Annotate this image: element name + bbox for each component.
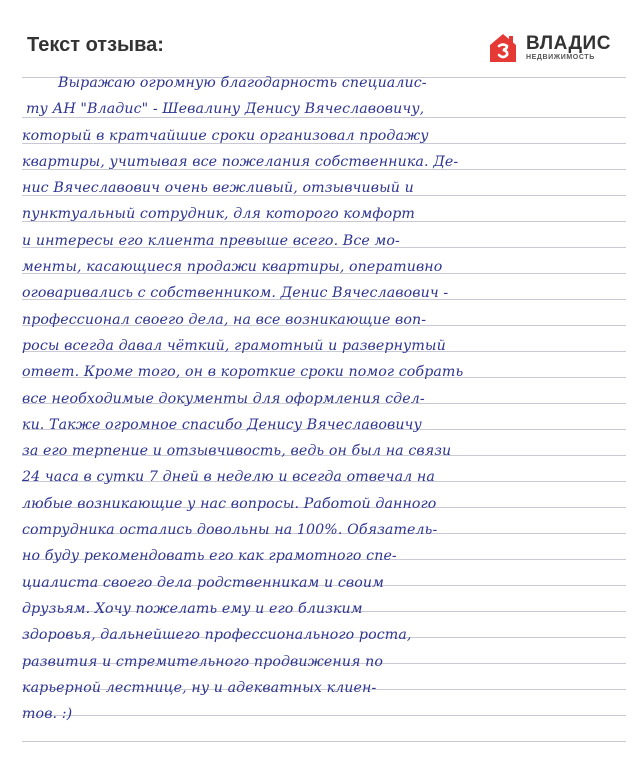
review-line: менты, касающиеся продажи квартиры, оперативно [22,259,443,276]
review-line: сотрудника остались довольны на 100%. Обязатель- [22,522,438,539]
review-line: пунктуальный сотрудник, для которого комфорт [22,206,415,223]
review-line: друзьям. Хочу пожелать ему и его близким [22,600,363,617]
review-line: ки. Также огромное спасибо Денису Вячеславовичу [22,416,422,433]
review-line: развития и стремительного продвижения по [22,653,384,670]
review-line: Выражаю огромную благодарность специалис- [58,75,427,91]
review-line: ту АН "Владис" - Шевалину Денису Вячеславовичу, [26,101,425,118]
review-line: но буду рекомендовать его как грамотного спе- [22,548,397,565]
review-line: профессионал своего дела, на все возникающие воп- [22,311,427,328]
review-line: 24 часа в сутки 7 дней в неделю и всегда отвечал на [22,469,435,486]
review-line: ответ. Кроме того, он в короткие сроки помог собрать [22,364,464,381]
review-line: карьерной лестнице, ну и адекватных клиен- [22,679,377,696]
review-line: квартиры, учитывая все пожелания собственника. Де- [22,153,459,170]
review-line: который в кратчайшие сроки организовал продажу [22,127,429,144]
review-line: любые возникающие у нас вопросы. Работой данного [22,495,437,512]
review-line: циалиста своего дела родственникам и своим [22,574,384,591]
review-line: и интересы его клиента превыше всего. Все мо- [22,232,400,249]
review-line: за его терпение и отзывчивость, ведь он был на связи [22,443,452,460]
logo-subtitle: НЕДВИЖИМОСТЬ [526,54,595,61]
review-line: нис Вячеславович очень вежливый, отзывчивый и [22,180,414,197]
review-text [22,70,626,727]
review-sheet [22,70,626,760]
review-line: все необходимые документы для оформления сдел- [22,390,425,407]
vladis-logo [487,32,611,64]
review-line: тов. :) [22,706,73,723]
review-line: здоровья, дальнейшего профессионального роста, [22,627,412,644]
house-logo-icon [487,32,519,64]
page-title: Текст отзыва: [27,34,164,56]
review-line: оговаривались с собственником. Денис Вячеславович - [22,285,449,302]
review-line: росы всегда давал чёткий, грамотный и развернутый [22,337,446,354]
logo-name: ВЛАДИС [526,33,611,54]
